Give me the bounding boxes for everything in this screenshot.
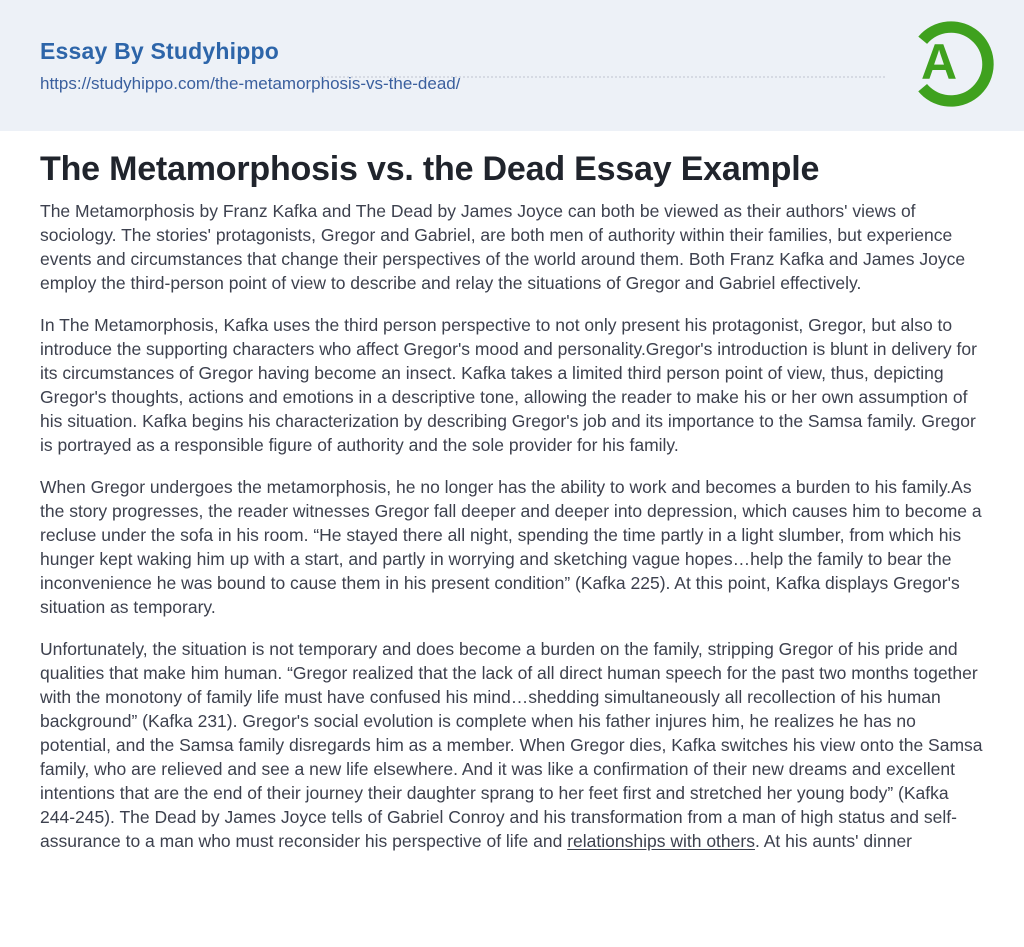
- essay-paragraph-3: When Gregor undergoes the metamorphosis, he no longer has the ability to work and becomes a burden to his family.As the story progresses, the reader witnesses Gregor fall deeper and deeper into depression, which causes him to become a recluse under the sofa in his room. “He stayed there all night, spending the time partly in a light slumber, from which his hunger kept waking him up with a start, and partly in worrying and sketching vague hopes…help the family to bear the inconvenience he was bound to cause them in his present condition” (Kafka 225). At this point, Kafka displays Gregor's situation as temporary.: [40, 477, 982, 617]
- essay-paragraph-1: The Metamorphosis by Franz Kafka and The Dead by James Joyce can both be viewed as their authors' views of sociology. The stories' protagonists, Gregor and Gabriel, are both men of authority within their families, but experience events and circumstances that change their perspectives of the world around them. Both Franz Kafka and James Joyce employ the third-person point of view to describe and relay the situations of Gregor and Gabriel effectively.: [40, 201, 966, 293]
- studyhippo-logo: [907, 20, 995, 108]
- essay-paragraph-4: [40, 637, 984, 853]
- essay-title: The Metamorphosis vs. the Dead Essay Example: [40, 150, 820, 188]
- dotted-leader: [320, 76, 885, 78]
- essay-article: [0, 131, 1024, 853]
- paragraph-4-text-pre: Unfortunately, the situation is not temporary and does become a burden on the family, stripping Gregor of his pride and qualities that make him human. “Gregor realized that the lack of all direct human speech for the past two months together with the monotony of family life must have confused his mind…shedding simultaneously all recollection of his human background” (Kafka 231). Gregor's social evolution is complete when his father injures him, he realizes he has no potential, and the Samsa family disregards him as a member. When Gregor dies, Kafka switches his view onto the Samsa family, who are relieved and see a new life elsewhere. And it was like a confirmation of their new dreams and excellent intentions that are the end of their journey their daughter sprang to her feet first and stretched her young body” (Kafka 244-245). The Dead by James Joyce tells of Gabriel Conroy and his transformation from a man of high status and self-assurance to a man who must reconsider his perspective of life and: [40, 639, 983, 851]
- logo-letter: A: [921, 34, 958, 90]
- page-header: [0, 0, 1024, 131]
- page-url-link[interactable]: https://studyhippo.com/the-metamorphosis-vs-the-dead/: [40, 73, 461, 93]
- relationships-with-others-link[interactable]: relationships with others: [567, 831, 755, 851]
- essay-paragraph-2: In The Metamorphosis, Kafka uses the third person perspective to not only present his protagonist, Gregor, but also to introduce the supporting characters who affect Gregor's mood and personality.Gregor's introduction is blunt in delivery for its circumstances of Gregor having become an insect. Kafka takes a limited third person point of view, thus, depicting Gregor's thoughts, actions and emotions in a descriptive tone, allowing the reader to make his or her own assumption of his situation. Kafka begins his characterization by describing Gregor's job and its importance to the Samsa family. Gregor is portrayed as a responsible figure of authority and the sole provider for his family.: [40, 315, 977, 455]
- paragraph-4-text-post: . At his aunts' dinner: [754, 831, 913, 851]
- site-title: Essay By Studyhippo: [40, 37, 279, 64]
